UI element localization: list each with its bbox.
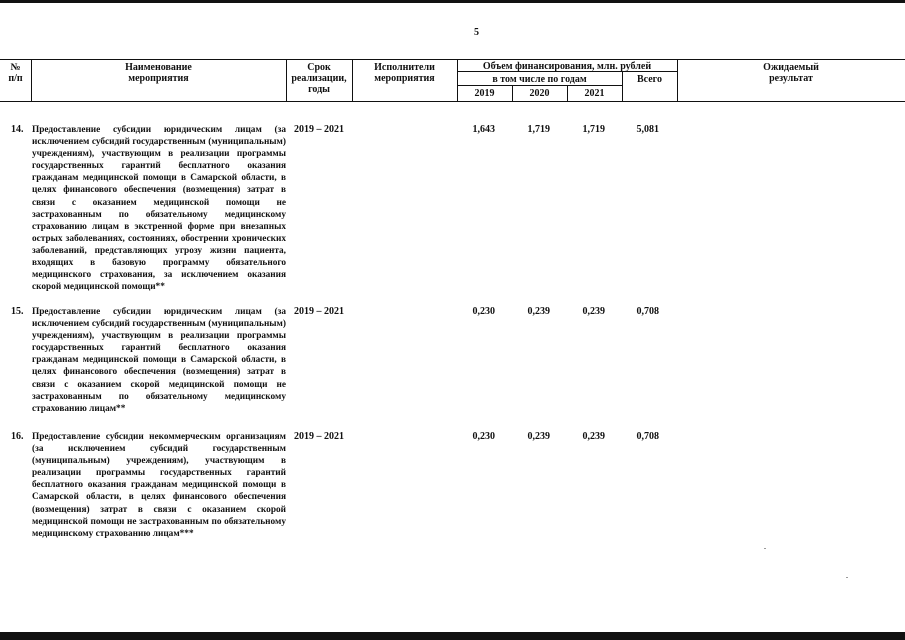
header-funding: Объем финансирования, млн. рублей — [482, 61, 652, 72]
header-period: Срок реализации, годы — [291, 62, 347, 95]
value-2020: 0,239 — [527, 306, 550, 317]
value-total: 0,708 — [636, 306, 659, 317]
row-number: 16. — [11, 431, 24, 442]
scan-speck — [764, 548, 766, 549]
header-year-2020: 2020 — [529, 88, 550, 99]
row-number: 15. — [11, 306, 24, 317]
header-name: Наименование мероприятия — [125, 62, 192, 84]
value-total: 0,708 — [636, 431, 659, 442]
header-by-year: в том числе по годам — [492, 74, 587, 85]
value-2019: 1,643 — [472, 124, 495, 135]
years-subheader-line — [457, 85, 622, 86]
row-period: 2019 – 2021 — [294, 124, 344, 135]
scan-top-edge — [0, 0, 905, 3]
row-period: 2019 – 2021 — [294, 306, 344, 317]
value-2019: 0,230 — [472, 431, 495, 442]
header-total: Всего — [637, 74, 662, 85]
row-period: 2019 – 2021 — [294, 431, 344, 442]
row-number: 14. — [11, 124, 24, 135]
scan-bottom-edge — [0, 632, 905, 640]
header-num: № п/п — [8, 62, 23, 84]
value-2021: 0,239 — [582, 431, 605, 442]
header-result: Ожидаемый результат — [763, 62, 819, 84]
header-year-2019: 2019 — [474, 88, 495, 99]
header-executors: Исполнители мероприятия — [374, 62, 435, 84]
page-number: 5 — [474, 27, 479, 38]
header-year-2021: 2021 — [584, 88, 605, 99]
row-description: Предоставление субсидии юридическим лицам (за исключением субсидий государственным (муниципальным) учреждениям), участвующим в реализации программы государственных гарантий бесплатного оказания гражданам медицинской помощи в Самарской области, в целях финансового обеспечения (возмещения) затрат в связи с оказанием скорой медицинской помощи не застрахованным по обязательному медицинскому страхованию лицам** — [32, 307, 286, 414]
table-top-border — [0, 59, 905, 60]
scan-speck — [846, 577, 848, 578]
row-description: Предоставление субсидии некоммерческим организациям (за исключением субсидий государственным (муниципальным) учреждениям), участвующим в реализации программы государственных гарантий бесплатного оказания гражданам медицинской помощи в Самарской области, в целях финансового обеспечения (возмещения) затрат в связи с оказанием скорой медицинской помощи не застрахованным по обязательному медицинскому страхованию лицам*** — [32, 432, 286, 539]
row-description: Предоставление субсидии юридическим лицам (за исключением субсидий государственным (муниципальным) учреждениям), участвующим в реализации программы государственных гарантий бесплатного оказания гражданам медицинской помощи в Самарской области, в целях финансового обеспечения (возмещения) затрат в связи с оказанием медицинской помощи не застрахованным по обязательному медицинскому страхованию лицам в экстренной форме при внезапных острых заболеваниях, состояниях, обострении хронических заболеваний, представляющих угрозу жизни пациента, входящих в базовую программу обязательного медицинского страхования, за исключением оказания скорой медицинской помощи** — [32, 125, 286, 293]
value-2020: 0,239 — [527, 431, 550, 442]
value-2021: 0,239 — [582, 306, 605, 317]
table-header-bottom-border — [0, 101, 905, 102]
value-2019: 0,230 — [472, 306, 495, 317]
value-2020: 1,719 — [527, 124, 550, 135]
value-total: 5,081 — [636, 124, 659, 135]
value-2021: 1,719 — [582, 124, 605, 135]
